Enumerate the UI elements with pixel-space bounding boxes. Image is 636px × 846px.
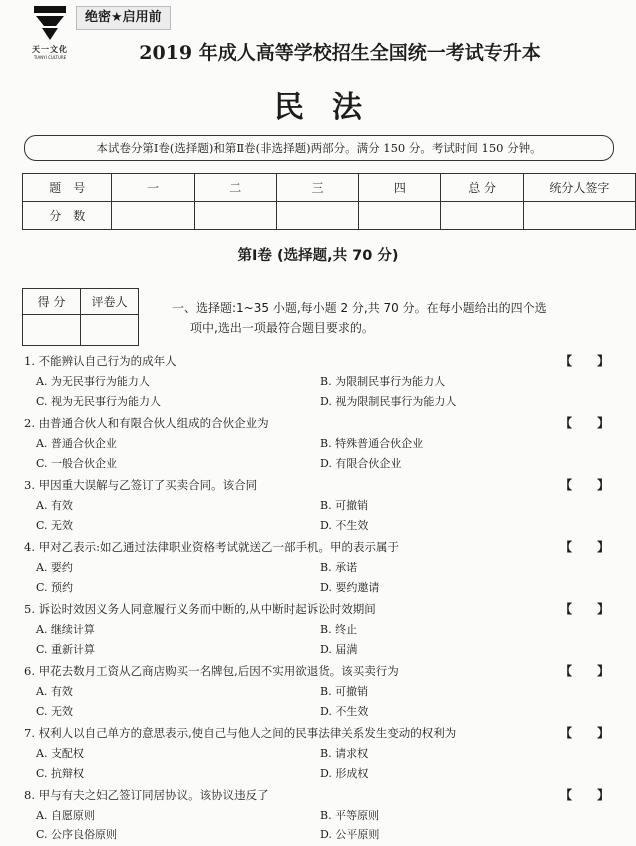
- subject-title: 民法: [274, 90, 390, 125]
- option-a: A. 自愿原则: [36, 809, 95, 822]
- answer-bracket[interactable]: 【 】: [560, 602, 610, 616]
- option-c: C. 公序良俗原则: [36, 828, 118, 841]
- secret-label: 绝密★启用前: [76, 6, 171, 30]
- option-b: B. 特殊普通合伙企业: [320, 437, 424, 450]
- score-entry-cell[interactable]: [194, 202, 276, 230]
- instruction-line: 项中,选出一项最符合题目要求的。: [190, 321, 374, 335]
- score-entry-cell[interactable]: [441, 202, 523, 230]
- option-d: D. 形成权: [320, 767, 369, 780]
- answer-bracket[interactable]: 【 】: [560, 416, 610, 430]
- option-c: C. 抗辩权: [36, 767, 85, 780]
- score-entry-cell[interactable]: [276, 202, 358, 230]
- score-entry-cell[interactable]: [112, 202, 194, 230]
- option-b: B. 可撤销: [320, 499, 369, 512]
- score-header-cell: 四: [359, 174, 441, 202]
- score-entry-cell[interactable]: [523, 202, 635, 230]
- answer-bracket[interactable]: 【 】: [560, 664, 610, 678]
- option-b: B. 终止: [320, 623, 358, 636]
- question-stem: 6. 甲花去数月工资从乙商店购买一名牌包,后因不实用欲退货。该买卖行为: [24, 664, 399, 678]
- grader-score-cell[interactable]: [23, 315, 81, 346]
- score-header-cell: 总 分: [441, 174, 523, 202]
- exam-notice: 本试卷分第Ⅰ卷(选择题)和第Ⅱ卷(非选择题)两部分。满分 150 分。考试时间 150 分钟。: [24, 135, 614, 161]
- option-d: D. 不生效: [320, 519, 369, 532]
- answer-bracket[interactable]: 【 】: [560, 540, 610, 554]
- option-c: C. 无效: [36, 705, 74, 718]
- grader-name-label: 评卷人: [81, 289, 139, 315]
- option-a: A. 支配权: [36, 747, 84, 760]
- question-stem: 1. 不能辨认自己行为的成年人: [24, 354, 177, 368]
- option-b: B. 承诺: [320, 561, 358, 574]
- score-header-cell: 统分人签字: [523, 174, 635, 202]
- grader-score-label: 得 分: [23, 289, 81, 315]
- question-stem: 7. 权利人以自己单方的意思表示,使自己与他人之间的民事法律关系发生变动的权利为: [24, 726, 457, 740]
- option-d: D. 不生效: [320, 705, 369, 718]
- question-stem: 3. 甲因重大误解与乙签订了买卖合同。该合同: [24, 478, 258, 492]
- score-entry-cell[interactable]: [359, 202, 441, 230]
- score-entry-row: [23, 202, 636, 230]
- score-header-cell: 三: [276, 174, 358, 202]
- option-a: A. 普通合伙企业: [36, 437, 117, 450]
- score-header-cell: 二: [194, 174, 276, 202]
- option-d: D. 要约邀请: [320, 581, 380, 594]
- option-c: C. 一般合伙企业: [36, 457, 118, 470]
- section-instruction: [172, 298, 612, 338]
- answer-bracket[interactable]: 【 】: [560, 354, 610, 368]
- score-header-cell: 一: [112, 174, 194, 202]
- option-c: C. 无效: [36, 519, 74, 532]
- question-stem: 5. 诉讼时效因义务人同意履行义务而中断的,从中断时起诉讼时效期间: [24, 602, 376, 616]
- question-stem: 2. 由普通合伙人和有限合伙人组成的合伙企业为: [24, 416, 269, 430]
- option-d: D. 公平原则: [320, 828, 380, 841]
- option-a: A. 有效: [36, 499, 73, 512]
- option-d: D. 有限合伙企业: [320, 457, 402, 470]
- question-stem: 8. 甲与有夫之妇乙签订同居协议。该协议违反了: [24, 788, 269, 802]
- logo-text: 天一文化: [32, 45, 68, 54]
- grader-name-cell[interactable]: [81, 315, 139, 346]
- score-table: [22, 173, 636, 230]
- option-a: A. 继续计算: [36, 623, 95, 636]
- option-b: B. 请求权: [320, 747, 369, 760]
- option-d: D. 届满: [320, 643, 358, 656]
- answer-bracket[interactable]: 【 】: [560, 726, 610, 740]
- score-header-cell: 题号: [23, 174, 112, 202]
- answer-bracket[interactable]: 【 】: [560, 478, 610, 492]
- option-b: B. 可撤销: [320, 685, 369, 698]
- option-a: A. 有效: [36, 685, 73, 698]
- option-a: A. 要约: [36, 561, 73, 574]
- exam-title: 2019 年成人高等学校招生全国统一考试专升本: [139, 42, 541, 64]
- option-d: D. 视为限制民事行为能力人: [320, 395, 457, 408]
- option-c: C. 预约: [36, 581, 74, 594]
- question-stem: 4. 甲对乙表示:如乙通过法律职业资格考试就送乙一部手机。甲的表示属于: [24, 540, 399, 554]
- instruction-line: 一、选择题:1~35 小题,每小题 2 分,共 70 分。在每小题给出的四个选: [172, 301, 547, 315]
- logo-subtext: TIANYI CULTURE: [33, 55, 67, 60]
- answer-bracket[interactable]: 【 】: [560, 788, 610, 802]
- option-b: B. 平等原则: [320, 809, 380, 822]
- score-header-row: [23, 174, 636, 202]
- option-a: A. 为无民事行为能力人: [36, 375, 150, 388]
- option-c: C. 视为无民事行为能力人: [36, 395, 162, 408]
- grader-box: [22, 288, 139, 346]
- score-row-label: 分数: [23, 202, 112, 230]
- option-b: B. 为限制民事行为能力人: [320, 375, 446, 388]
- option-c: C. 重新计算: [36, 643, 96, 656]
- part-title: 第Ⅰ卷 (选择题,共 70 分): [237, 248, 399, 264]
